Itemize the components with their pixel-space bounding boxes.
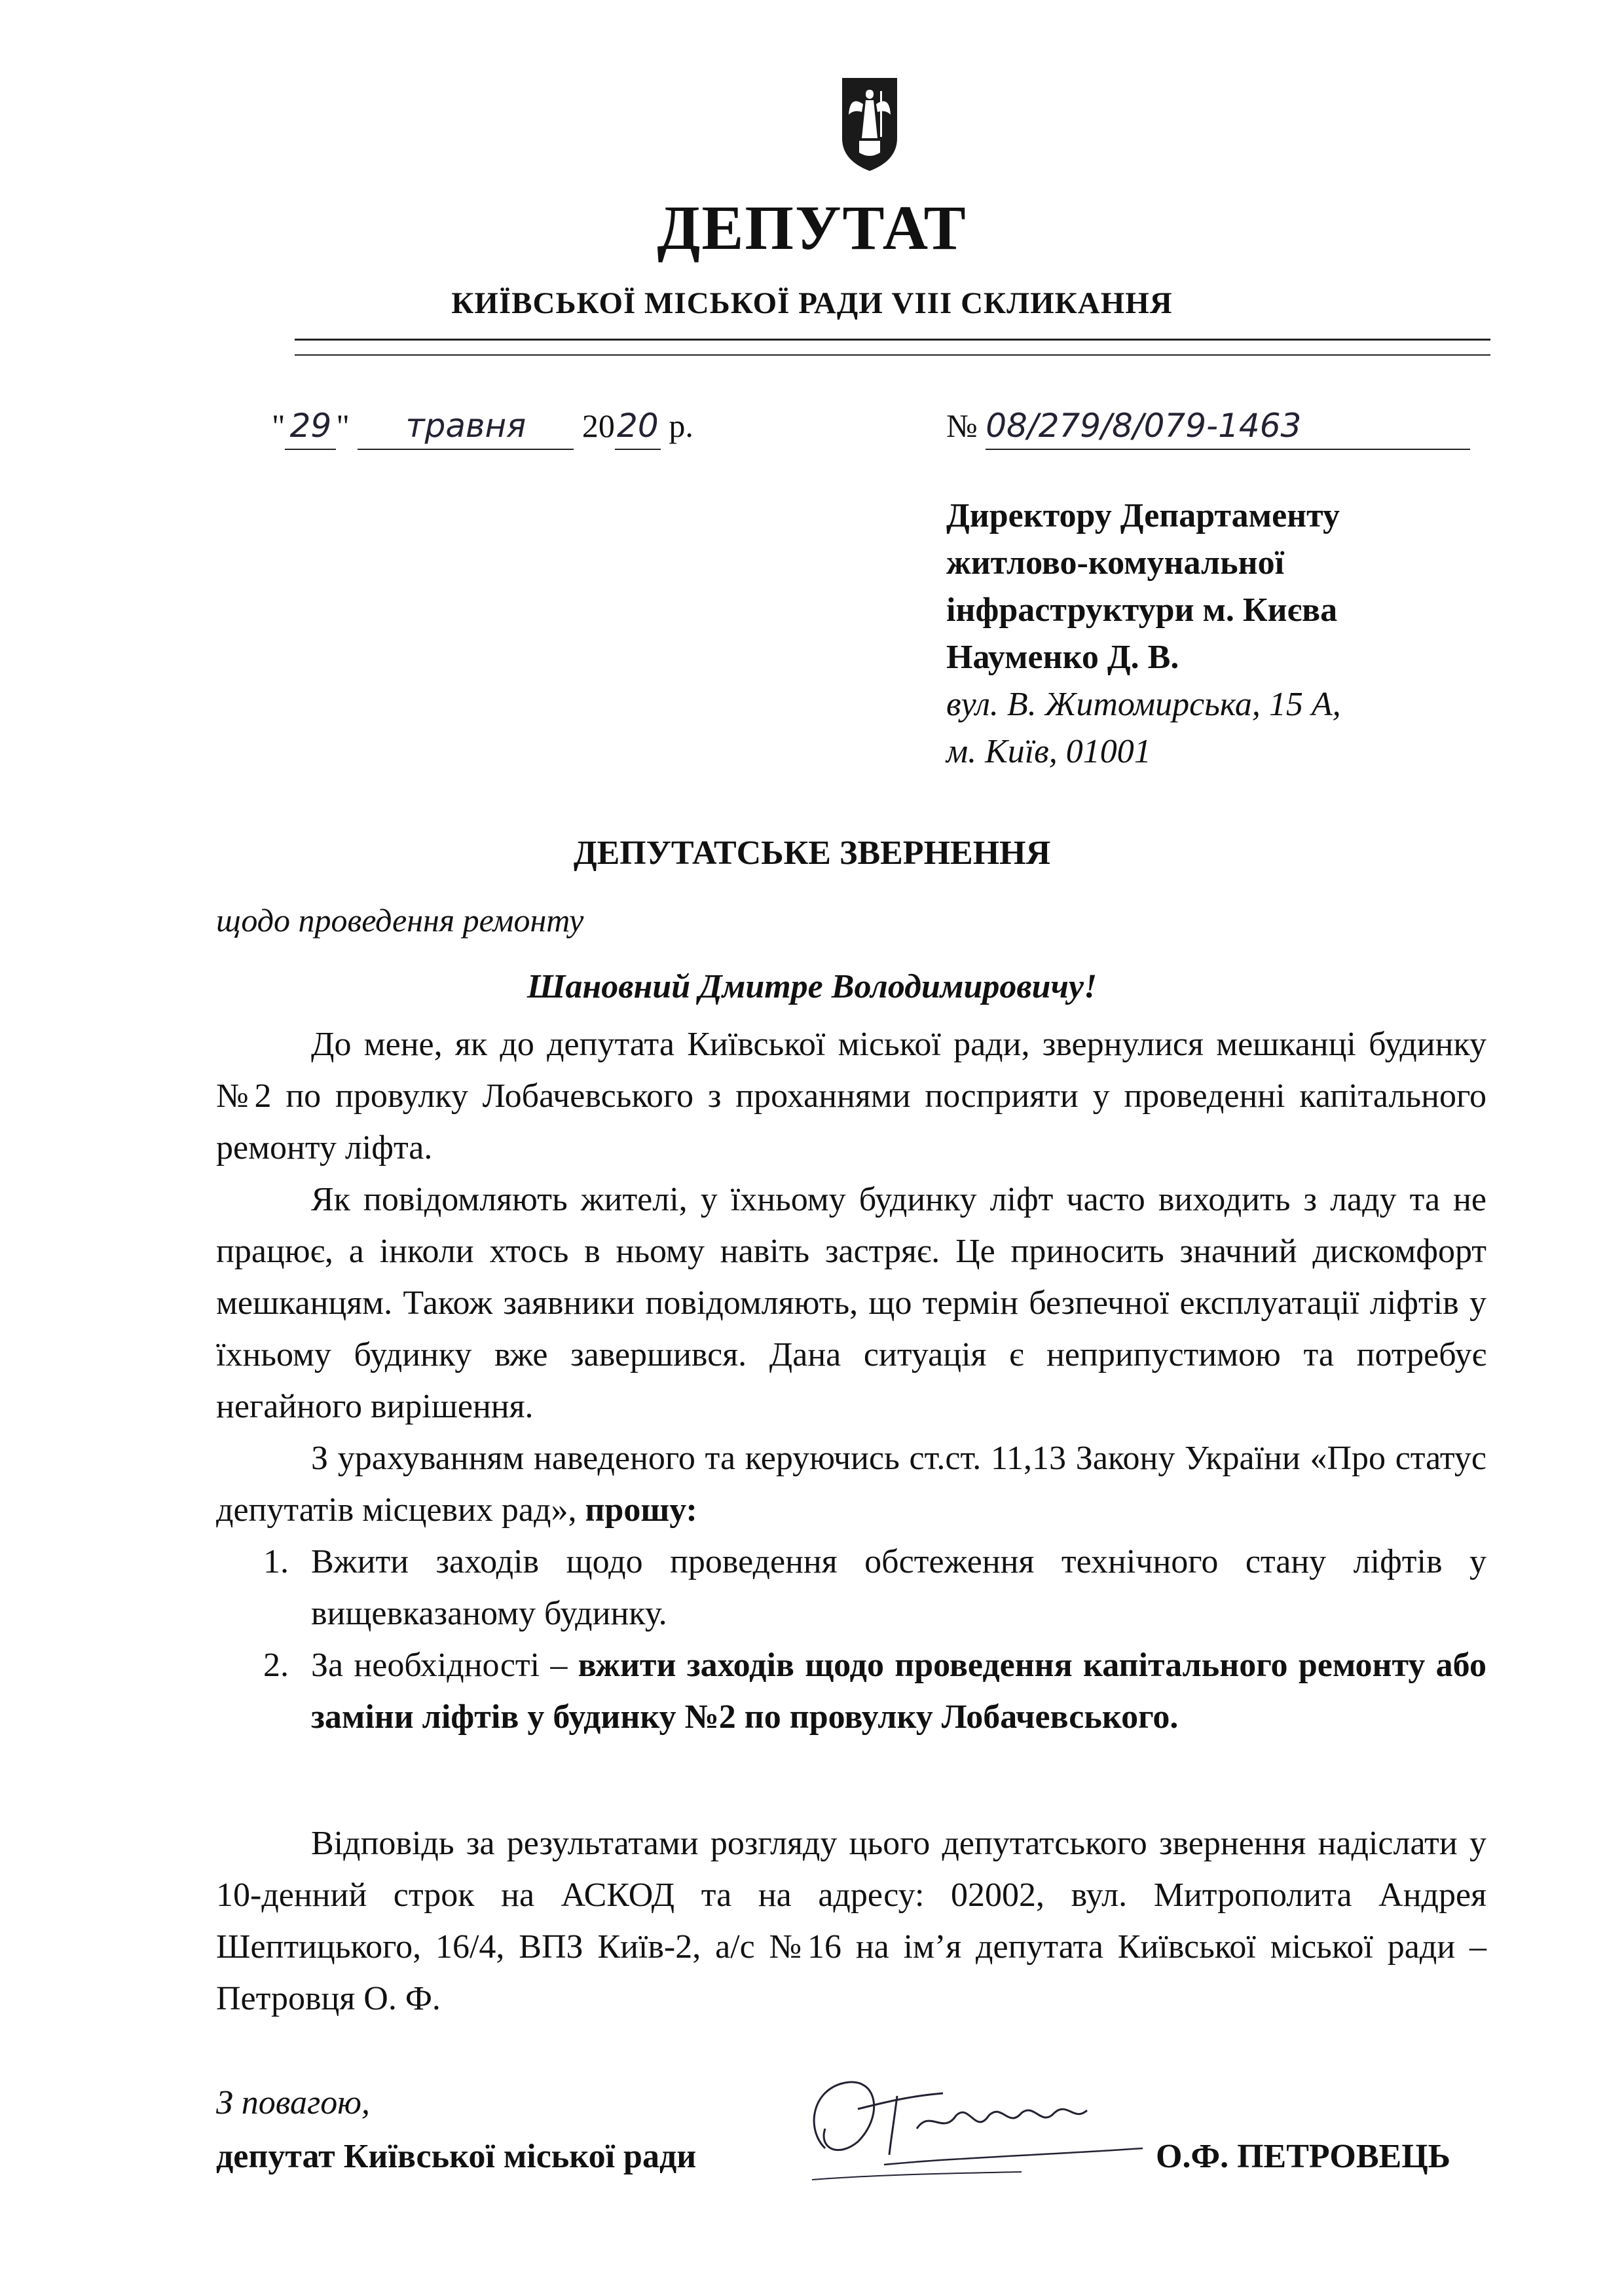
request-list (216, 1536, 1486, 1743)
paragraph-3-text: З урахуванням наведеного та керуючись ст.ст. 11,13 Закону України «Про статус депутатів місцевих рад», (216, 1440, 1486, 1529)
date-line: " 29 " травня 2020 р. (272, 403, 693, 450)
list-item (216, 1639, 1486, 1743)
kyiv-archangel-michael-emblem-icon (840, 75, 900, 174)
paragraph-3-bold: прошу: (585, 1491, 697, 1529)
appeal-title: ДЕПУТАТСЬКЕ ЗВЕРНЕННЯ (573, 834, 1051, 872)
letterhead-rule-thin (295, 354, 1490, 356)
addressee-name: Науменко Д. В. (946, 639, 1179, 676)
paragraph-3 (216, 1432, 1486, 1536)
date-day: 29 (285, 403, 336, 450)
closing-regards: З повагою, (216, 2084, 370, 2121)
list-item-bold: вжити заходів щодо проведення капітального ремонту або заміни ліфтів у будинку №2 по провулку Лобачевського. (311, 1647, 1486, 1736)
paragraph-4: Відповідь за результатами розгляду цього депутатського звернення надіслати у 10-денний строк на АСКОД та на адресу: 02002, вул. Митрополита Андрея Шептицького, 16/4, ВПЗ Київ-2, а/с №16 на ім’я депутата Київської міської ради – Петровця О. Ф. (216, 1825, 1486, 2017)
addressee-line: інфраструктури м. Києва (946, 591, 1338, 629)
appeal-subject: щодо проведення ремонту (216, 902, 584, 939)
handwritten-signature (786, 2050, 1153, 2201)
list-item-text: Вжити заходів щодо проведення обстеження технічного стану ліфтів у вищевказаному будинку. (311, 1543, 1486, 1632)
date-year-prefix: 20 (581, 407, 615, 444)
date-suffix: р. (669, 407, 693, 444)
letterhead-title: ДЕПУТАТ (657, 193, 967, 263)
paragraph-1: До мене, як до депутата Київської міської ради, звернулися мешканці будинку №2 по провулку Лобачевського з проханнями посприяти у проведенні капітального ремонту ліфта. (216, 1026, 1486, 1166)
list-item-number: 1. (263, 1543, 289, 1580)
closing-position: депутат Київської міської ради (216, 2138, 697, 2175)
letter-body-response (216, 1818, 1486, 2024)
addressee-line: Директору Департаменту (946, 497, 1340, 534)
letterhead-rule (295, 339, 1490, 341)
outgoing-number-line (946, 403, 1470, 450)
list-item-number: 2. (263, 1647, 289, 1684)
date-month: травня (358, 403, 574, 450)
list-item (216, 1536, 1486, 1639)
list-item-text: За необхідності – (311, 1647, 578, 1684)
closing-block (216, 2076, 696, 2184)
addressee-line: житлово-комунальної (946, 544, 1285, 582)
addressee-city: м. Київ, 01001 (946, 733, 1151, 770)
addressee-block (946, 493, 1341, 775)
date-year-suffix: 20 (615, 403, 661, 450)
letterhead-subtitle: КИЇВСЬКОЇ МІСЬКОЇ РАДИ VIII СКЛИКАННЯ (451, 286, 1173, 320)
paragraph-2: Як повідомляють жителі, у їхньому будинку ліфт часто виходить з ладу та не працює, а інколи хтось в ньому навіть застряє. Це приносить значний дискомфорт мешканцям. Також заявники повідомляють, що термін безпечної експлуатації ліфтів у їхньому будинку вже завершився. Дана ситуація є неприпустимою та потребує негайного вирішення. (216, 1181, 1486, 1425)
letter-body (216, 1018, 1486, 1536)
addressee-street: вул. В. Житомирська, 15 А, (946, 686, 1341, 723)
number-label: № (946, 407, 978, 444)
outgoing-number: 08/279/8/079-1463 (986, 403, 1470, 450)
signer-name: О.Ф. ПЕТРОВЕЦЬ (1156, 2138, 1451, 2175)
salutation: Шановний Дмитре Володимировичу! (526, 968, 1098, 1005)
